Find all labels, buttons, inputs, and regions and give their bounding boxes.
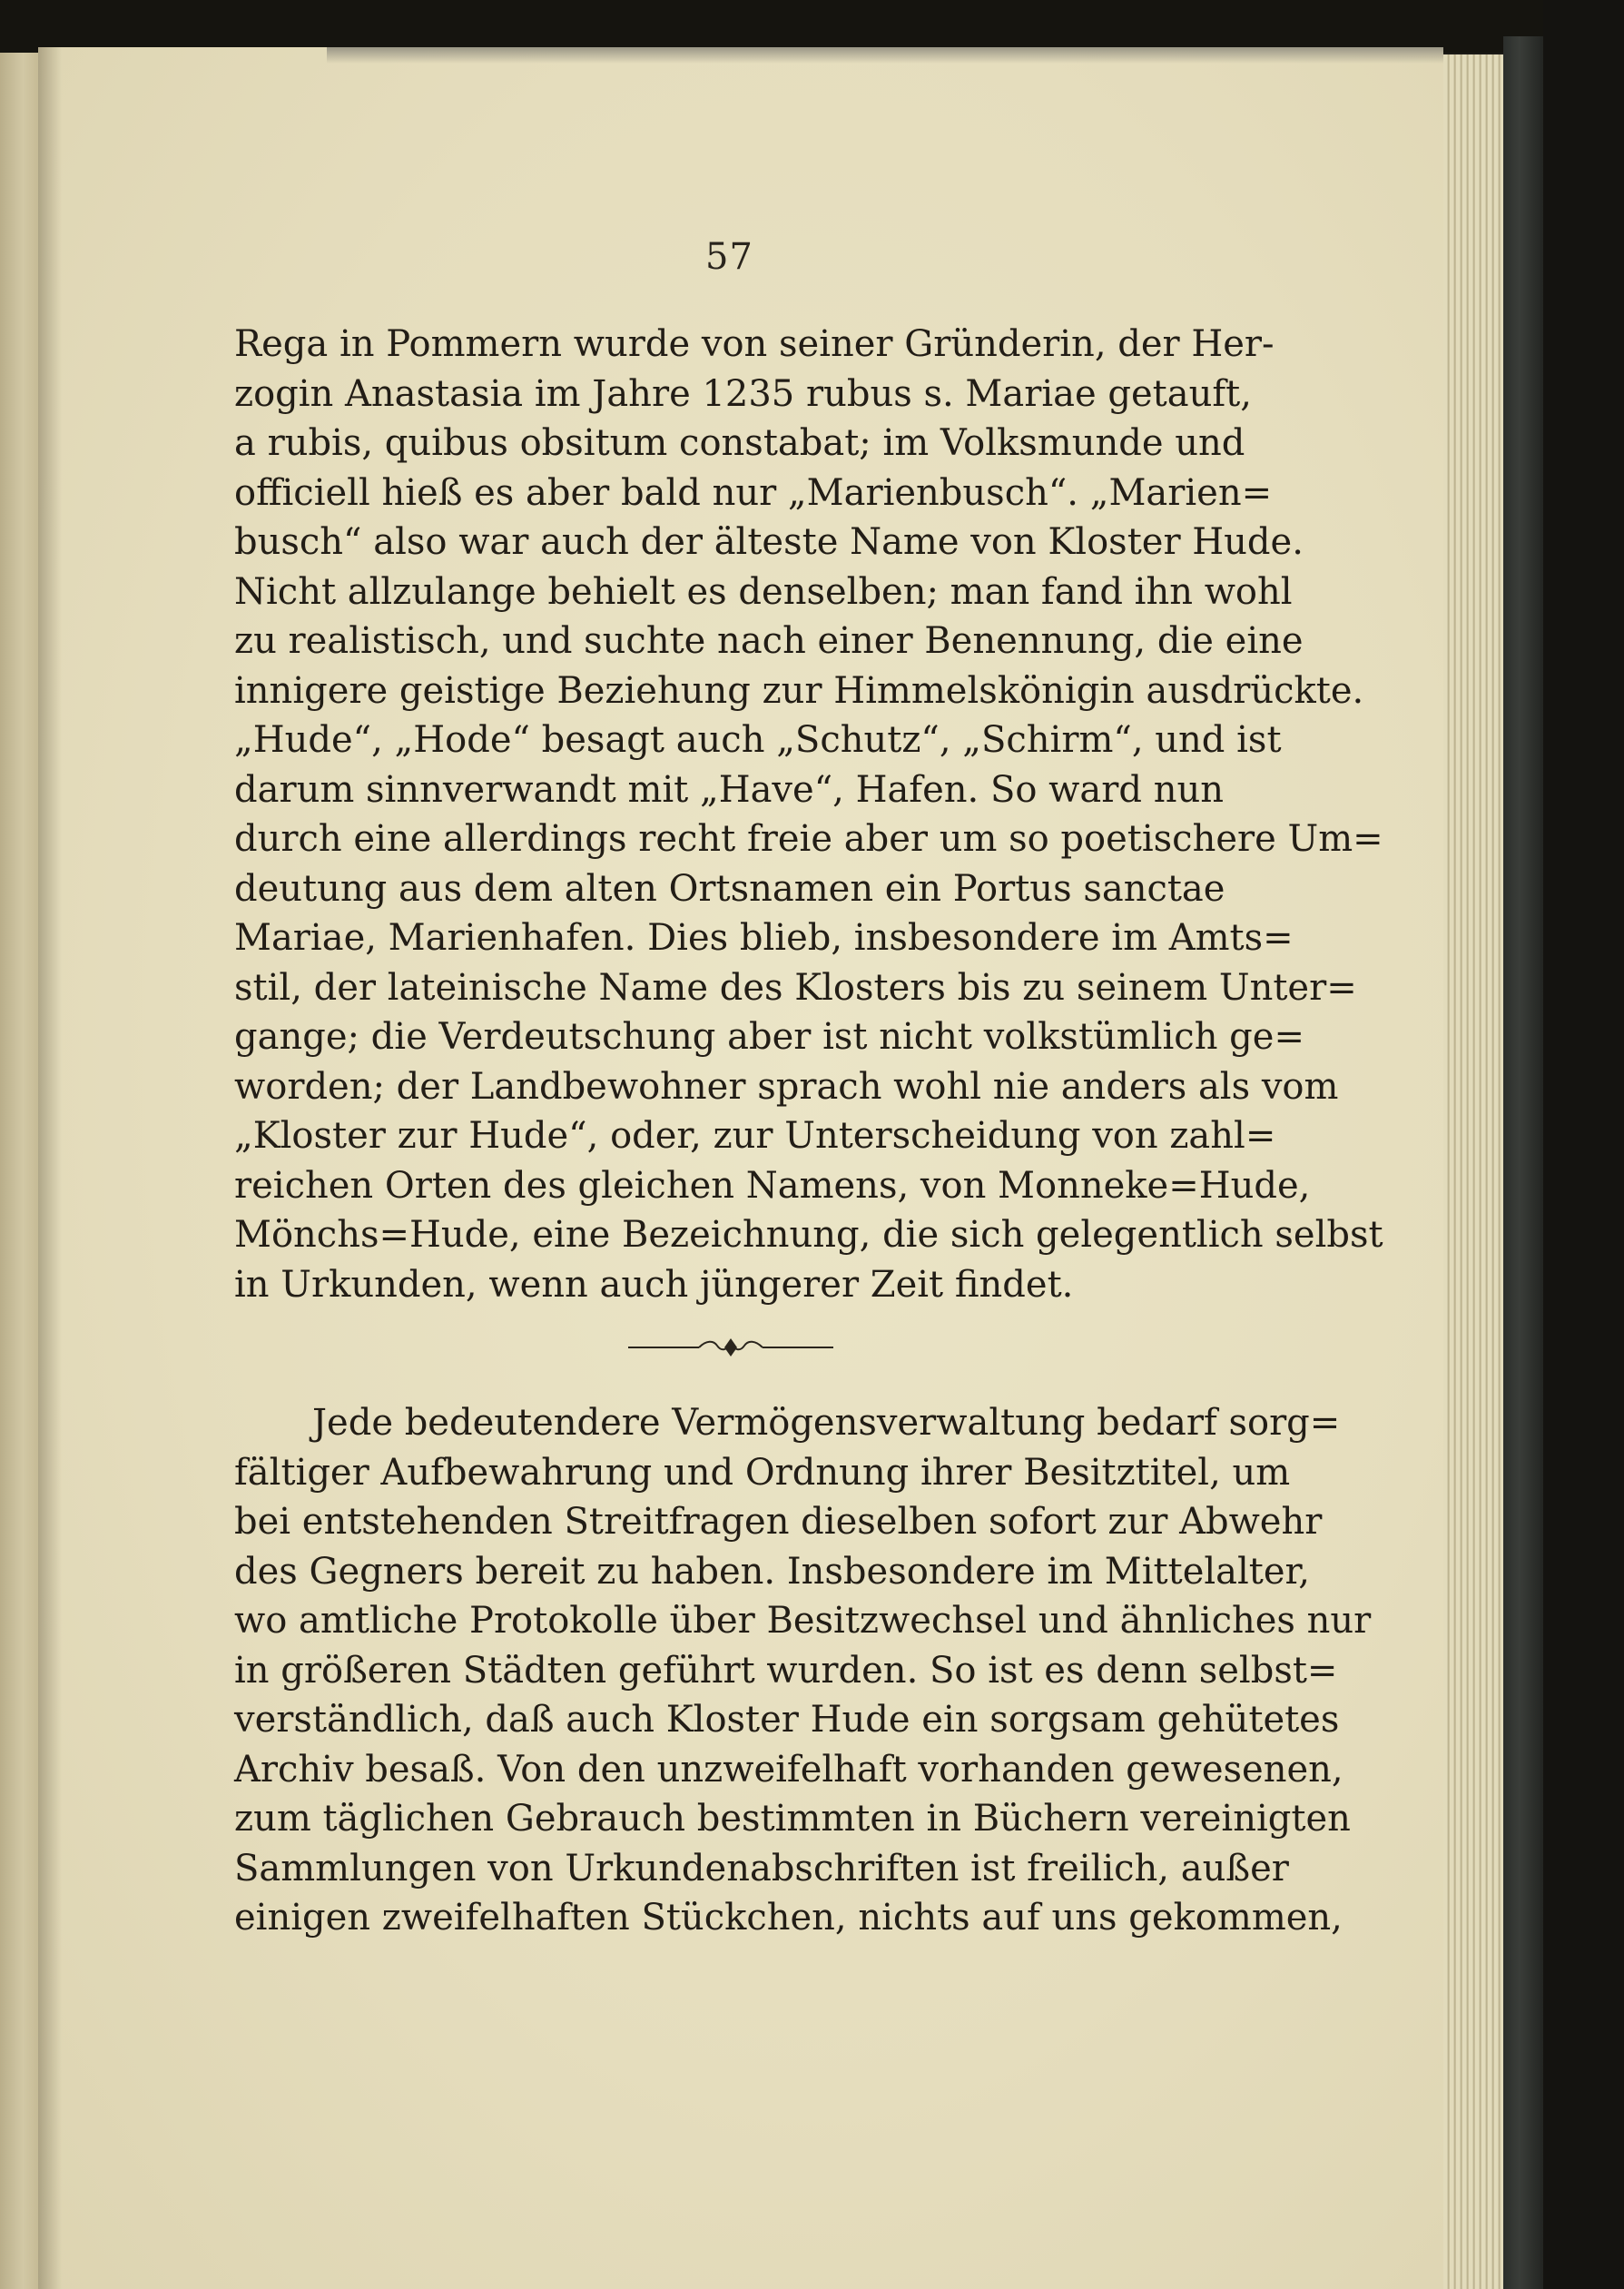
paragraph-1 [234, 320, 1383, 1309]
scan-background-right [1543, 0, 1624, 2289]
facing-page-edge [0, 53, 38, 2289]
text-line: deutung aus dem alten Ortsnamen ein Portus sanctae [234, 867, 1225, 910]
scan-background-top [0, 0, 1624, 53]
text-line: gange; die Verdeutschung aber ist nicht volkstümlich ge= [234, 1016, 1304, 1058]
section-divider-ornament [626, 1335, 835, 1360]
text-line: worden; der Landbewohner sprach wohl nie anders als vom [234, 1065, 1339, 1108]
text-line: zum täglichen Gebrauch bestimmten in Büchern vereinigten [234, 1798, 1351, 1840]
text-line: officiell hieß es aber bald nur „Marienbusch“. „Marien= [234, 471, 1273, 514]
text-line: in Urkunden, wenn auch jüngerer Zeit findet. [234, 1263, 1074, 1306]
text-line: des Gegners bereit zu haben. Insbesondere im Mittelalter, [234, 1550, 1310, 1593]
text-line: Jede bedeutendere Vermögensverwaltung bedarf sorg= [312, 1402, 1341, 1444]
text-line: in größeren Städten geführt wurden. So ist es denn selbst= [234, 1649, 1338, 1692]
text-line: Sammlungen von Urkundenabschriften ist freilich, außer [234, 1847, 1289, 1889]
text-line: Mariae, Marienhafen. Dies blieb, insbesondere im Amts= [234, 917, 1294, 959]
text-line: a rubis, quibus obsitum constabat; im Volksmunde und [234, 422, 1245, 464]
text-line: Nicht allzulange behielt es denselben; man fand ihn wohl [234, 570, 1293, 613]
text-line: verständlich, daß auch Kloster Hude ein sorgsam gehütetes [234, 1699, 1340, 1741]
page-stack-edges [1443, 54, 1503, 2289]
page-number: 57 [705, 236, 753, 278]
text-line: zogin Anastasia im Jahre 1235 rubus s. Mariae getauft, [234, 372, 1252, 415]
text-line: bei entstehenden Streitfragen dieselben sofort zur Abwehr [234, 1501, 1323, 1543]
text-line: reichen Orten des gleichen Namens, von Monneke=Hude, [234, 1164, 1311, 1207]
text-line: innigere geistige Beziehung zur Himmelskönigin ausdrückte. [234, 669, 1364, 712]
gutter-shadow [38, 47, 62, 2289]
text-line: stil, der lateinische Name des Klosters bis zu seinem Unter= [234, 966, 1357, 1009]
text-line: Mönchs=Hude, eine Bezeichnung, die sich gelegentlich selbst [234, 1214, 1383, 1256]
text-line: einigen zweifelhaften Stückchen, nichts auf uns gekommen, [234, 1897, 1343, 1939]
text-line: wo amtliche Protokolle über Besitzwechsel und ähnliches nur [234, 1600, 1372, 1642]
text-line: fältiger Aufbewahrung und Ordnung ihrer Besitztitel, um [234, 1451, 1291, 1494]
text-line: darum sinnverwandt mit „Have“, Hafen. So ward nun [234, 768, 1224, 811]
text-line: „Hude“, „Hode“ besagt auch „Schutz“, „Schirm“, und ist [234, 719, 1282, 761]
book-cover-board [1503, 36, 1543, 2289]
text-line: Archiv besaß. Von den unzweifelhaft vorhanden gewesenen, [234, 1748, 1343, 1791]
text-line: Rega in Pommern wurde von seiner Gründerin, der Her- [234, 323, 1275, 365]
paragraph-2 [234, 1398, 1372, 1943]
text-line: zu realistisch, und suchte nach einer Benennung, die eine [234, 620, 1304, 662]
page-top-shadow [327, 47, 1443, 64]
text-line: busch“ also war auch der älteste Name von Kloster Hude. [234, 521, 1304, 563]
text-line: durch eine allerdings recht freie aber um so poetischere Um= [234, 818, 1383, 860]
text-line: „Kloster zur Hude“, oder, zur Unterscheidung von zahl= [234, 1115, 1276, 1157]
